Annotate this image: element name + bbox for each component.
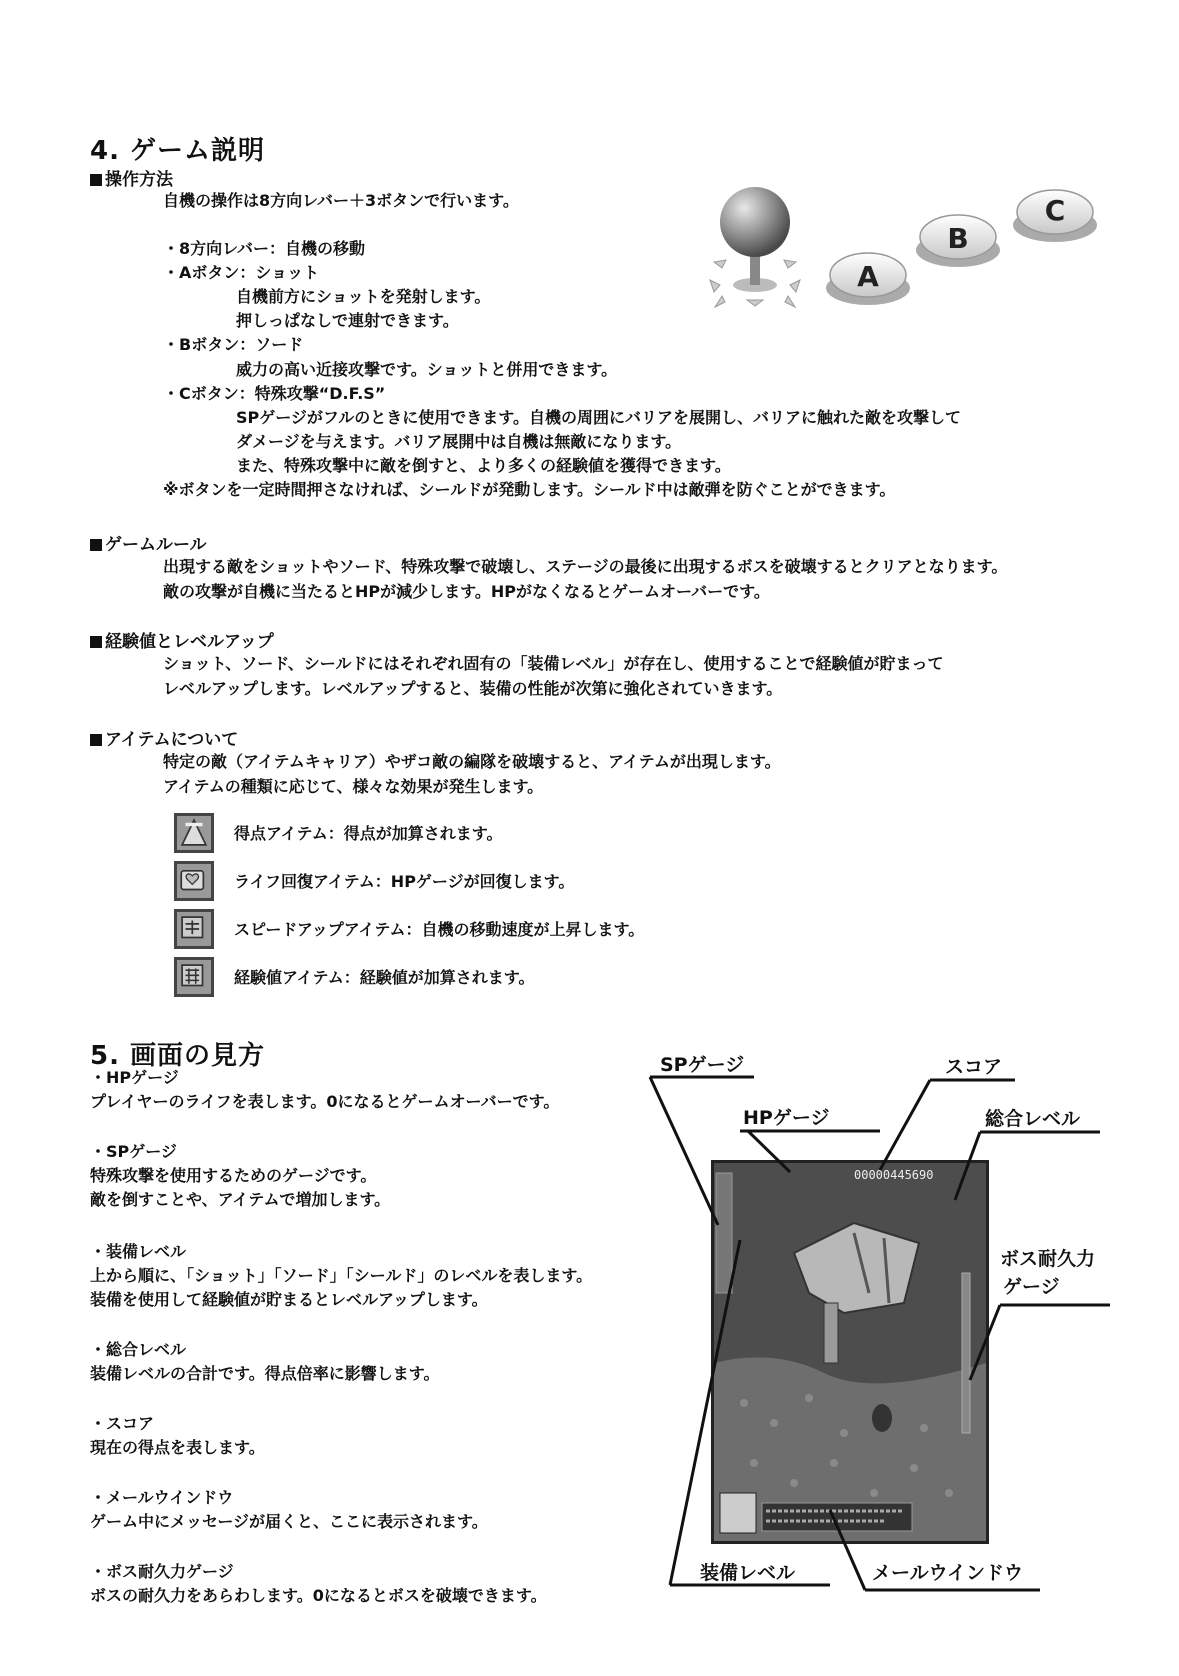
a-button-icon <box>826 253 910 305</box>
sp-gauge-desc-2: 敵を倒すことや、アイテムで増加します。 <box>90 1190 391 1209</box>
shield-note: ※ボタンを一定時間押さなければ、シールドが発動します。シールド中は敵弾を防ぐことができます。 <box>163 480 896 499</box>
arcade-controls-illustration <box>700 180 1120 330</box>
hp-gauge-label: ・HPゲージ <box>90 1068 179 1087</box>
equip-level-desc-1: 上から順に、「ショット」「ソード」「シールド」のレベルを表します。 <box>90 1266 593 1285</box>
boss-gauge-desc: ボスの耐久力をあらわします。0になるとボスを破壊できます。 <box>90 1586 547 1605</box>
score-label: ・スコア <box>90 1414 155 1433</box>
callout-mail-window: メールウインドウ <box>872 1562 1024 1584</box>
life-item-text: ライフ回復アイテム：HPゲージが回復します。 <box>234 872 575 891</box>
score-item-text: 得点アイテム：得点が加算されます。 <box>234 824 503 843</box>
svg-text:00000445690: 00000445690 <box>854 1168 934 1182</box>
exp-heading: 経験値とレベルアップ <box>90 627 274 652</box>
game-screen-image <box>711 1160 989 1544</box>
rules-line-1: 出現する敵をショットやソード、特殊攻撃で破壊し、ステージの最後に出現するボスを破壊するとクリアとなります。 <box>163 557 1008 576</box>
boss-gauge-label: ・ボス耐久力ゲージ <box>90 1562 234 1581</box>
equip-level-desc-2: 装備を使用して経験値が貯まるとレベルアップします。 <box>90 1290 488 1309</box>
svg-text:A: A <box>857 260 879 293</box>
lever-label: ・8方向レバー：自機の移動 <box>163 239 366 258</box>
c-button-desc-3: また、特殊攻撃中に敵を倒すと、より多くの経験値を獲得できます。 <box>236 456 731 475</box>
c-button-desc-2: ダメージを与えます。バリア展開中は自機は無敵になります。 <box>236 432 682 451</box>
mail-window-label: ・メールウインドウ <box>90 1488 234 1507</box>
bullet-square-icon <box>90 734 102 746</box>
sp-gauge-label: ・SPゲージ <box>90 1142 177 1161</box>
rules-heading: ゲームルール <box>90 530 207 555</box>
a-button-desc-2: 押しっぱなしで連射できます。 <box>236 311 459 330</box>
b-button-desc: 威力の高い近接攻撃です。ショットと併用できます。 <box>236 360 618 379</box>
section4-title: 4. ゲーム説明 <box>90 136 266 166</box>
speed-item-icon <box>174 909 214 949</box>
exp-item-icon <box>174 957 214 997</box>
callout-total-level: 総合レベル <box>985 1108 1081 1130</box>
items-heading: アイテムについて <box>90 725 238 750</box>
score-desc: 現在の得点を表します。 <box>90 1438 265 1457</box>
sp-gauge-desc-1: 特殊攻撃を使用するためのゲージです。 <box>90 1166 377 1185</box>
equip-level-label: ・装備レベル <box>90 1242 187 1261</box>
hp-gauge-desc: プレイヤーのライフを表します。0になるとゲームオーバーです。 <box>90 1092 560 1111</box>
bullet-square-icon <box>90 636 102 648</box>
bullet-square-icon <box>90 539 102 551</box>
callout-boss-gauge-1: ボス耐久力 <box>1000 1248 1096 1270</box>
svg-text:C: C <box>1044 194 1066 227</box>
svg-text:B: B <box>947 222 969 255</box>
exp-item-text: 経験値アイテム：経験値が加算されます。 <box>234 968 535 987</box>
rules-line-2: 敵の攻撃が自機に当たるとHPが減少します。HPがなくなるとゲームオーバーです。 <box>163 582 770 601</box>
callout-score: スコア <box>945 1056 1003 1078</box>
c-button-desc-1: SPゲージがフルのときに使用できます。自機の周囲にバリアを展開し、バリアに触れた敵を攻撃して <box>236 408 962 427</box>
callout-equip-level: 装備レベル <box>700 1562 796 1584</box>
exp-line-1: ショット、ソード、シールドにはそれぞれ固有の「装備レベル」が存在し、使用することで経験値が貯まって <box>163 654 944 673</box>
c-button-icon <box>1013 190 1097 242</box>
callout-sp-gauge: SPゲージ <box>660 1054 745 1076</box>
callout-hp-gauge: HPゲージ <box>743 1107 830 1129</box>
joystick-icon <box>710 187 800 307</box>
b-button-icon <box>916 215 1000 267</box>
exp-line-2: レベルアップします。レベルアップすると、装備の性能が次第に強化されていきます。 <box>163 679 783 698</box>
total-level-desc: 装備レベルの合計です。得点倍率に影響します。 <box>90 1364 440 1383</box>
a-button-desc-1: 自機前方にショットを発射します。 <box>236 287 491 306</box>
items-line-1: 特定の敵（アイテムキャリア）やザコ敵の編隊を破壊すると、アイテムが出現します。 <box>163 752 781 771</box>
controls-intro: 自機の操作は8方向レバー＋3ボタンで行います。 <box>163 191 519 210</box>
life-item-icon <box>174 861 214 901</box>
controls-heading: 操作方法 <box>90 165 173 190</box>
a-button-label: ・Aボタン：ショット <box>163 263 320 282</box>
callout-boss-gauge-2: ゲージ <box>1003 1276 1060 1298</box>
score-item-icon <box>174 813 214 853</box>
items-line-2: アイテムの種類に応じて、様々な効果が発生します。 <box>163 777 544 796</box>
section5-title: 5. 画面の見方 <box>90 1041 266 1071</box>
total-level-label: ・総合レベル <box>90 1340 187 1359</box>
speed-item-text: スピードアップアイテム：自機の移動速度が上昇します。 <box>234 920 645 939</box>
mail-window-desc: ゲーム中にメッセージが届くと、ここに表示されます。 <box>90 1512 488 1531</box>
b-button-label: ・Bボタン：ソード <box>163 335 304 354</box>
c-button-label: ・Cボタン：特殊攻撃“D.F.S” <box>163 384 386 403</box>
bullet-square-icon <box>90 174 102 186</box>
